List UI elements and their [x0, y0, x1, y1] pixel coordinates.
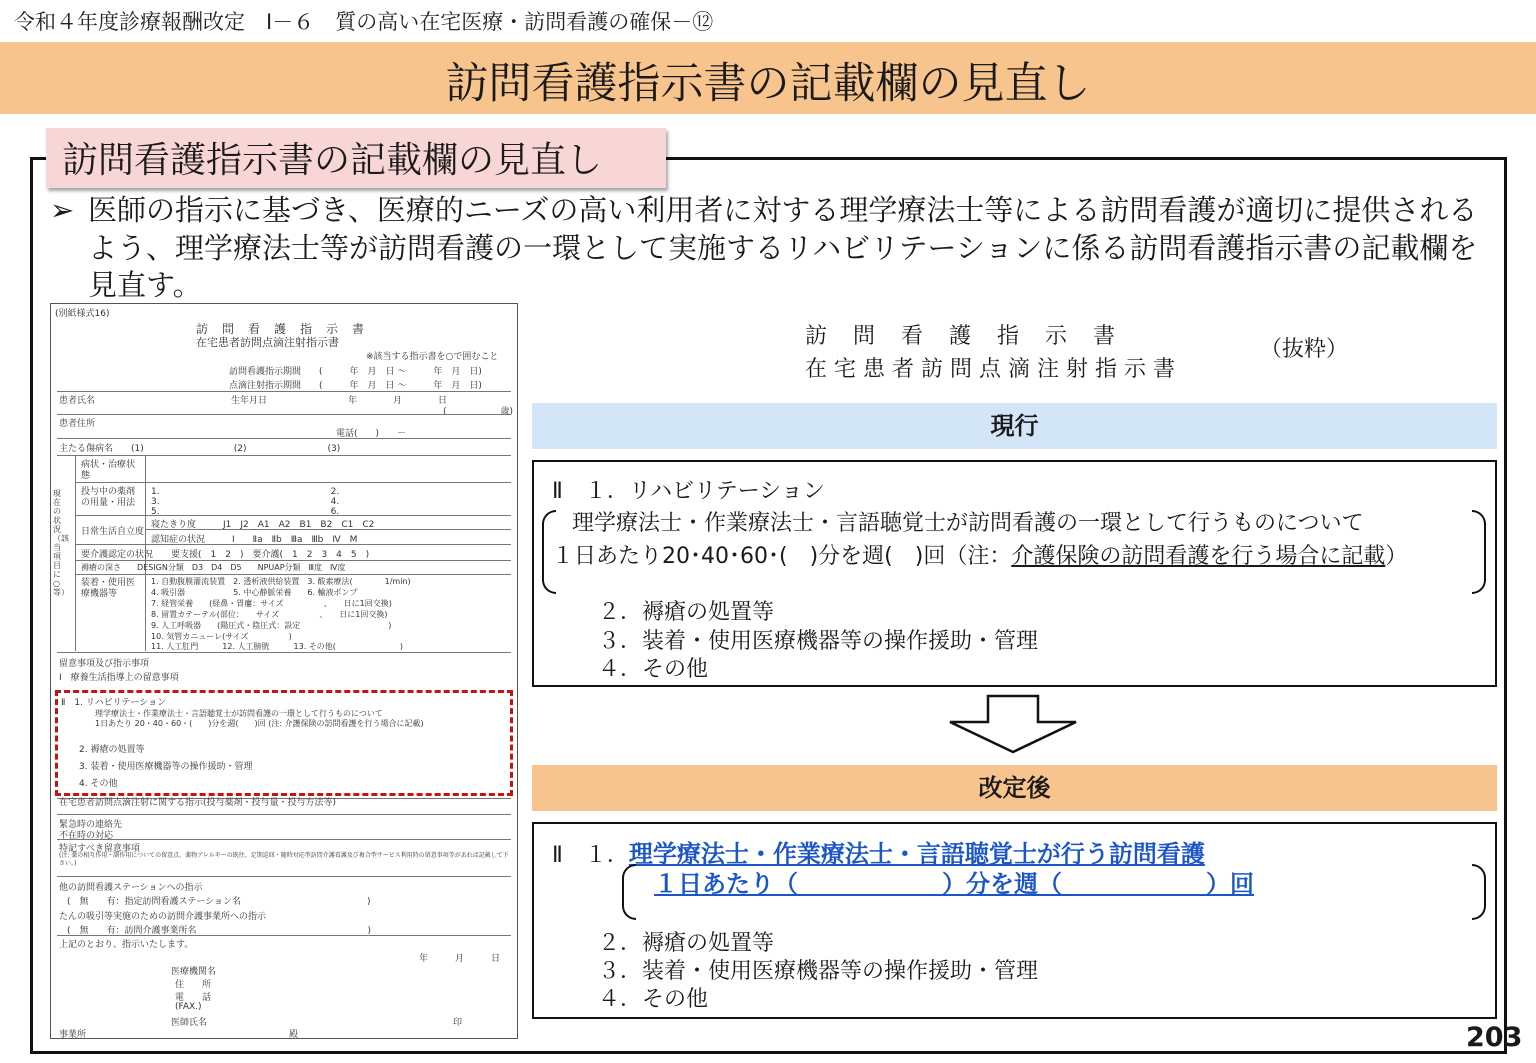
- extract-titles: [805, 320, 1182, 386]
- current-band: 現行: [532, 403, 1497, 449]
- extract-line-1: 訪問看護指示書: [805, 324, 1142, 349]
- form-adl-bedridden: 寝たきり度 J1 J2 A1 A2 B1 B2 C1 C2: [151, 520, 375, 530]
- form-drugs-2: 3. 4.: [151, 497, 340, 507]
- form-clinic-address: 住 所: [175, 980, 212, 990]
- revised-item-4: ４．その他: [598, 987, 709, 1012]
- current-sub-2-pre: １日あたり20･40･60･( )分を週( )回（注：: [552, 544, 1012, 569]
- current-box: [532, 460, 1497, 687]
- form-clinic-tel: 電 話: [175, 993, 212, 1003]
- instruction-form: [50, 303, 518, 1039]
- form-date: 年 月 日: [419, 954, 501, 964]
- form-other-station-2: ( 無 有：指定訪問看護ステーション名 ): [67, 897, 371, 907]
- form-birth: 生年月日 年 月 日: [231, 396, 448, 406]
- form-notes-ii: Ⅱ 1. リハビリテーション: [61, 698, 167, 708]
- form-clinic-fax: (FAX.): [175, 1002, 202, 1012]
- form-other-station: 他の訪問看護ステーションへの指示: [59, 883, 203, 893]
- form-device-4: 8. 留置カテーテル(部位： サイズ 、 日に1回交換): [151, 610, 388, 619]
- form-suction: たんの吸引等実施のための訪問介護事業所への指示: [59, 912, 267, 922]
- page-title: 訪問看護指示書の記載欄の見直し: [445, 59, 1091, 109]
- form-notes-ii-a: 理学療法士・作業療法士・言語聴覚士が訪問看護の一環として行うものについて: [95, 709, 383, 718]
- down-arrow-icon: [948, 694, 1078, 754]
- current-item-2: ２．褥瘡の処置等: [598, 600, 775, 625]
- form-device-5: 9. 人工呼吸器 (陽圧式・陰圧式：設定 ): [151, 621, 392, 630]
- form-notes-ii-3: 3. 装着・使用医療機器等の操作援助・管理: [79, 762, 253, 772]
- form-age: ( 歳): [443, 407, 514, 417]
- extract-label: （抜粋）: [1260, 337, 1349, 362]
- form-notes-ii-4: 4. その他: [79, 779, 118, 789]
- title-band: [0, 42, 1536, 114]
- form-instructed: 上記のとおり、指示いたします。: [59, 940, 194, 950]
- bullet-text: 医師の指示に基づき、医療的ニーズの高い利用者に対する理学療法士等による訪問看護が適切に提供されるよう、理学療法士等が訪問看護の一環として実施するリハビリテーションに係る訪問看護指示書の記載欄を見直す。: [88, 193, 1478, 302]
- form-title: 訪 問 看 護 指 示 書: [196, 322, 366, 336]
- section-badge: [46, 128, 666, 188]
- form-row-adl: 日常生活自立度: [81, 527, 145, 537]
- form-device-1: 1. 自動腹膜灌流装置 2. 透析液供給装置 3. 酸素療法( 1/min): [151, 577, 411, 586]
- revised-item-1-text: 理学療法士・作業療法士・言語聴覚士が行う訪問看護: [628, 840, 1205, 868]
- current-sub-2-underlined: 介護保険の訪問看護を行う場合に記載: [1011, 544, 1386, 569]
- form-number: (別紙様式16): [55, 309, 110, 319]
- form-device-6: 10. 気管カニューレ(サイズ ): [151, 632, 292, 641]
- form-drugs-3: 5. 6.: [151, 507, 340, 517]
- form-row-drugs: 投与中の薬剤の用量・用法: [81, 487, 136, 508]
- form-special: 特記すべき留意事項: [59, 844, 140, 854]
- form-address: 患者住所: [59, 419, 96, 429]
- form-iv-head: 在宅患者訪問点滴注射に関する指示(投与薬剤・投与量・投与方法等): [59, 798, 337, 808]
- form-absence: 不在時の対応: [59, 831, 114, 841]
- form-ulcer: 褥瘡の深さ DESIGN分類 D3 D4 D5 NPUAP分類 Ⅲ度 Ⅳ度: [81, 563, 346, 572]
- revised-item-1-prefix: Ⅱ １．: [552, 843, 629, 868]
- current-item-3: ３．装着・使用医療機器等の操作援助・管理: [598, 629, 1039, 654]
- page-number: 203: [1466, 1022, 1523, 1053]
- left-bracket-revised: [622, 864, 636, 920]
- revised-box: [532, 822, 1497, 1019]
- right-bracket: [1472, 510, 1486, 594]
- form-drugs-1: 1. 2.: [151, 487, 340, 497]
- form-emergency: 緊急時の連絡先: [59, 820, 123, 830]
- form-notes-ii-2: 2. 褥瘡の処置等: [79, 745, 145, 755]
- form-notes-i: Ⅰ 療養生活指導上の留意事項: [59, 673, 179, 683]
- revised-item-3: ３．装着・使用医療機器等の操作援助・管理: [598, 959, 1039, 984]
- revised-band: 改定後: [532, 765, 1497, 811]
- form-row-device: 装着・使用医療機器等: [81, 578, 136, 599]
- form-care-level: 要介護認定の状況 要支援( 1 2 ) 要介護( 1 2 3 4 5 ): [81, 550, 370, 560]
- form-office: 事業所: [59, 1030, 87, 1040]
- current-item-4: ４．その他: [598, 657, 709, 682]
- form-dono: 殿: [289, 1030, 299, 1040]
- form-adl-dementia: 認知症の状況 Ⅰ Ⅱa Ⅱb Ⅲa Ⅲb Ⅳ M: [151, 535, 358, 545]
- right-bracket-revised: [1472, 864, 1486, 920]
- form-disease: 主たる傷病名 (1) (2) (3): [59, 444, 341, 454]
- form-patient-name: 患者氏名: [59, 396, 96, 406]
- current-sub-2-post: ）: [1385, 544, 1408, 569]
- form-suction-2: ( 無 有：訪問介護事業所名 ): [67, 926, 372, 936]
- form-device-7: 11. 人工肛門 12. 人工膀胱 13. その他( ): [151, 642, 404, 651]
- current-sub-1: 理学療法士・作業療法士・言語聴覚士が訪問看護の一環として行うものについて: [572, 511, 1364, 536]
- form-special-note: (注: 薬の相互作用・副作用についての留意点、薬物アレルギーの既往、定期巡回・随時対応型訪問介護看護及び複合型サービス利用時の留意事項等があれば記載して下さい。): [59, 852, 509, 867]
- current-item-1: Ⅱ １．リハビリテーション: [552, 479, 825, 504]
- form-phone: 電話( ) －: [336, 429, 407, 439]
- current-sub-2: [552, 539, 1407, 570]
- extract-line-2: 在宅患者訪問点滴注射指示書: [805, 357, 1183, 382]
- form-notes-ii-b: 1日あたり 20・40・60・( )分を週( )回 (注: 介護保険の訪問看護を行う場合に記載): [95, 719, 424, 728]
- bullet-arrow-icon: ➢: [50, 193, 75, 227]
- form-side-label: 現在の状況（該当項目に○等）: [53, 489, 69, 597]
- form-period-2: 点滴注射指示期間 ( 年 月 日 ～ 年 月 日): [229, 381, 482, 391]
- revised-sub-1: １日あたり（ ）分を週（ ）回: [654, 870, 1254, 898]
- form-period-1: 訪問看護指示期間 ( 年 月 日 ～ 年 月 日): [229, 367, 482, 377]
- revised-item-2: ２．褥瘡の処置等: [598, 931, 775, 956]
- form-subtitle: 在宅患者訪問点滴注射指示書: [196, 336, 339, 349]
- form-row-state: 病状・治療状態: [81, 460, 136, 481]
- section-title: 訪問看護指示書の記載欄の見直し: [62, 140, 603, 181]
- form-notes-head: 留意事項及び指示事項: [59, 659, 150, 669]
- form-device-3: 7. 経管栄養 (経鼻・胃瘻：サイズ 、 日に1回交換): [151, 599, 392, 608]
- form-note: ※該当する指示書を○で囲むこと: [366, 352, 499, 362]
- slide-header: 令和４年度診療報酬改定 Ⅰ－６ 質の高い在宅医療・訪問看護の確保－⑫: [14, 10, 714, 34]
- form-seal: 印: [453, 1018, 463, 1028]
- form-doctor: 医師氏名: [171, 1018, 208, 1028]
- form-clinic: 医療機関名: [171, 967, 217, 977]
- form-device-2: 4. 吸引器 5. 中心静脈栄養 6. 輸液ポンプ: [151, 588, 358, 597]
